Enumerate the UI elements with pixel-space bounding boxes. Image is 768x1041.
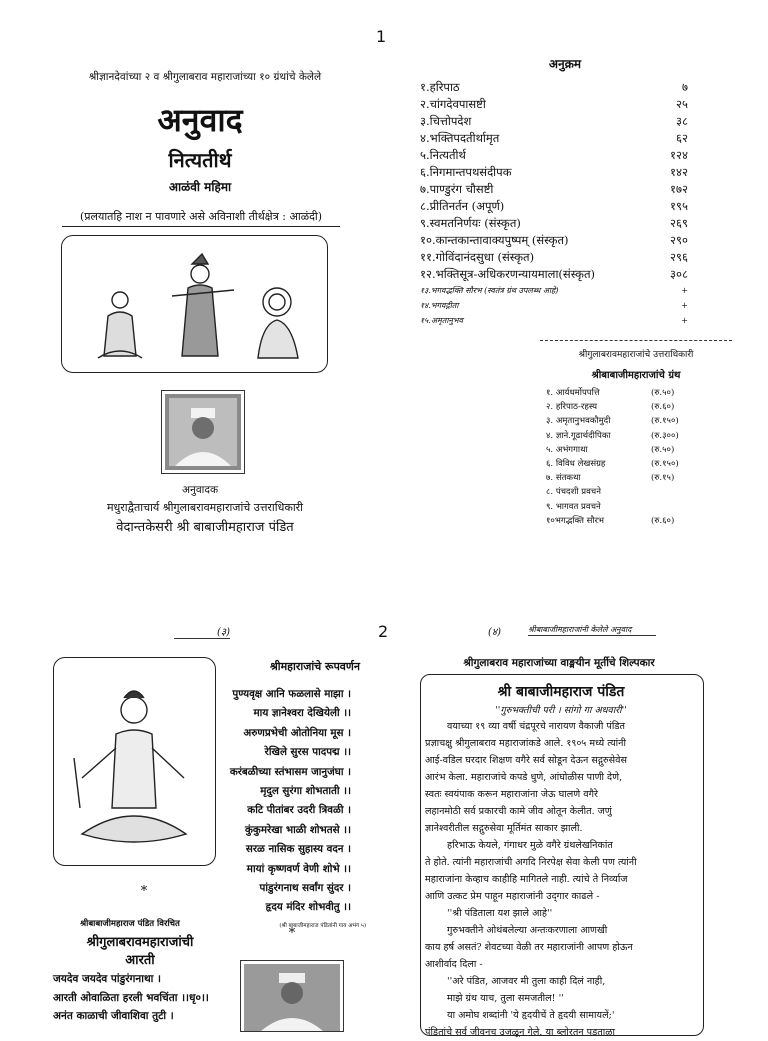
divider	[540, 340, 732, 341]
toc-page: १४२	[670, 165, 688, 179]
page-number-4: (४)	[488, 627, 502, 638]
aarti-line: अनंत काळाची जीवाशिवा तुटी ।	[53, 1010, 174, 1022]
page4-running-header: श्रीबाबाजीमहाराजांनी केलेले अनुवाद	[528, 624, 656, 636]
toc-row	[420, 215, 688, 232]
toc-page: १७२	[670, 182, 688, 196]
bio-line: आशीर्वाद दिला -	[425, 959, 483, 970]
poem-line: हृदय मंदिर शोभवीतु ।।	[265, 901, 351, 914]
toc-list	[420, 79, 688, 328]
translator-label: अनुवादक	[181, 484, 219, 496]
poem-line: सरळ नासिक सुहास्य वदन ।	[245, 843, 351, 856]
toc-page: १२४	[670, 148, 688, 162]
seated-figure-icon	[54, 658, 215, 865]
toc-title: २.चांगदेवपासष्टी	[420, 97, 486, 111]
cover-tagline: आळंवी महिमा	[168, 180, 232, 194]
bio-line: या अमोघ शब्दांनी 'ये हृदयीचें ते हृदयी सामायलें;'	[447, 1010, 615, 1021]
toc-row	[420, 164, 688, 181]
poem-line: पुण्यवृक्ष आनि फळलासे माझा ।	[232, 688, 351, 700]
toc-row	[420, 147, 688, 164]
bio-line: प्रज्ञाचक्षु श्रीगुलाबराव महाराजांकडे आले. १९०५ मध्ये त्यांनी	[425, 738, 626, 749]
toc-title: ३.चित्तोपदेश	[420, 114, 472, 128]
book-title: ९. भागवत प्रवचने	[546, 501, 601, 512]
book-title: १. आर्यधर्मोपपत्ति	[546, 388, 600, 398]
cover-quote: (प्रलयातहि नाश न पावणारे असे अविनाशी तीर्थक्षेत्र : आळंदी)	[62, 209, 340, 227]
toc-title: ७.पाण्डुरंग चौसष्टी	[420, 182, 494, 196]
toc-row	[420, 79, 688, 96]
toc-page: २९०	[670, 233, 688, 247]
toc-page: ३०८	[670, 267, 688, 281]
bio-line: लहानमोठी सर्व प्रकारची कामे जीव ओतून केलीत. जणुं	[425, 806, 612, 817]
bio-line: आणि उत्कट प्रेम पाहून महाराजांनी उद्‌गार काढले -	[425, 891, 600, 902]
book-title: ४. ज्ञाने.गूढार्थदीपिका	[546, 430, 611, 441]
bio-line: वयाच्या १९ व्या वर्षी चंद्रपूरचे नारायण वैकाजी पंडित	[447, 721, 625, 732]
saints-illustration	[61, 235, 328, 373]
toc-heading: अनुक्रम	[548, 57, 582, 71]
book-title: २. हरिपाठ-रहस्य	[546, 402, 598, 413]
page-number-2: 2	[378, 622, 389, 641]
poem-line: मृदुल सुरंगा शोभताती ।।	[260, 785, 351, 798]
book-title: ८. पंचदशी प्रवचने	[546, 487, 601, 498]
toc-title: १२.भक्तिसूत्र-अधिकरणन्यायमाला(संस्कृत)	[420, 267, 596, 281]
book-price: (रु.६०)	[651, 402, 675, 413]
bio-name: श्री बाबाजीमहाराज पंडित	[497, 684, 625, 700]
toc-row-extra	[420, 313, 688, 328]
bio-text	[425, 718, 697, 1041]
toc-page: ३८	[676, 114, 688, 128]
toc-page: २५	[676, 97, 688, 111]
aarti-line: जयदेव जयदेव पांडुरंगनाथा ।	[53, 973, 162, 985]
toc-row	[420, 181, 688, 198]
aarti-title-2: आरती	[125, 953, 155, 968]
portrait-illustration	[53, 657, 216, 866]
cover-title: अनुवाद	[157, 101, 243, 139]
separator-star-2: *	[288, 926, 296, 941]
book-row	[546, 429, 736, 443]
bio-line: काय हर्ष असतं? शेवटच्या वेळी तर महाराजांनी आपण होऊन	[425, 942, 633, 953]
toc-title: १.हरिपाठ	[420, 80, 460, 94]
poem-line: करंबळीच्या स्तंभासम जानुजंघा ।	[229, 765, 351, 778]
poem-line: माय ज्ञानेश्वरा देखियेली ।।	[253, 707, 351, 720]
toc-title: ११.गोविंदानंदसुधा (संस्कृत)	[420, 250, 535, 264]
toc-page: १९५	[670, 199, 688, 213]
books-heading-1: श्रीगुलाबरावमहाराजांचे उत्तराधिकारी	[578, 350, 694, 360]
cover-subtitle: नित्यतीर्थ	[168, 148, 232, 172]
book-price: (रु.६०)	[651, 515, 675, 526]
page-number-1: 1	[376, 27, 387, 46]
toc-title: १४.भगवद्गीता	[420, 301, 459, 310]
poem-note: (श्री बाबाजीमहाराज पंडितांनी गाय अभंग ५)	[279, 923, 366, 929]
bio-quote: ''गुरुभक्तीची परी । सांगो गा अधवारी''	[495, 705, 627, 716]
book-price: (रु.५०)	[651, 444, 675, 455]
book-row	[546, 443, 736, 457]
toc-page: २९६	[670, 250, 688, 264]
book-price: (रु.१५०)	[651, 459, 679, 470]
book-price: (रु.१५०)	[651, 416, 679, 427]
aarti-line: आरती ओवाळिता हरली भवचिंता ।।धृ०।।	[53, 991, 209, 1004]
page4-heading: श्रीगुलाबराव महाराजांच्या वाङ्मयीन मूर्तीचे शिल्पकार	[463, 657, 655, 669]
bio-line: माझे ग्रंथ याच, तुला समजतील! ''	[447, 993, 564, 1004]
book-row	[546, 485, 736, 499]
toc-row	[420, 249, 688, 266]
toc-title: ९.स्वमतनिर्णयः (संस्कृत)	[420, 216, 521, 230]
toc-page: ७	[682, 80, 688, 94]
book-title: ६. विविध लेखसंग्रह	[546, 459, 606, 470]
bio-line: महाराजांना केव्हाच काहीहि मागितले नाही. त्यांचे ते निर्व्याज	[425, 874, 628, 885]
toc-row-extra	[420, 298, 688, 313]
toc-title: ६.निगमान्तपथसंदीपक	[420, 165, 512, 179]
toc-title: १०.कान्तकान्तावाक्यपुष्पम् (संस्कृत)	[420, 233, 569, 247]
poem-line: मायां कृष्णवर्ण वेणी शोभे ।।	[246, 862, 351, 875]
toc-row	[420, 130, 688, 147]
toc-page: +	[681, 301, 688, 310]
aarti-lines	[53, 970, 233, 1026]
separator-star: *	[140, 884, 148, 899]
toc-page: +	[681, 286, 688, 295]
poem-line: कटि पीतांबर उदरी त्रिवळी ।	[247, 804, 351, 817]
toc-row	[420, 113, 688, 130]
book-row	[546, 500, 736, 514]
book-row	[546, 386, 736, 400]
translator-line1: मधुराद्वैताचार्य श्रीगुलाबरावमहाराजांचे उत्तराधिकारी	[106, 501, 304, 514]
bio-line: गुरुभक्तीने ओथंबलेल्या अन्तःकरणाला आणखी	[447, 925, 608, 936]
bio-line: ते होते. त्यांनी महाराजांची अगदि निरपेक्ष सेवा केली पण त्यांनी	[425, 857, 637, 868]
bio-line: हरिभाऊ केयले, गंगाधर मुळे वगैरे ग्रंथलेखनिकांत	[447, 840, 613, 851]
toc-page: ६२	[676, 131, 688, 145]
poem	[218, 685, 351, 918]
saint-photo-small	[240, 960, 344, 1032]
bio-line: आई-वडिल घरदार शिक्षण वगैरे सर्व सोडून देऊन सद्गुरुसेवेस	[425, 755, 627, 766]
book-price: (रु.५०)	[651, 388, 675, 398]
book-price: (रु.१५)	[651, 473, 675, 484]
saints-drawing-icon	[62, 236, 327, 372]
toc-page: +	[681, 316, 688, 325]
toc-title: १५.अमृतानुभव	[420, 316, 463, 325]
bio-line: स्वतः स्वयंपाक करून महाराजांना जेऊ घालणे वगैरे	[425, 789, 598, 800]
poem-line: रेखिले सुरस पादपद्म ।।	[264, 746, 351, 759]
bio-line: ''श्री पंडिताला यश झाले आहे''	[447, 908, 553, 919]
toc-row	[420, 266, 688, 283]
toc-title: ४.भक्तिपदतीर्थामृत	[420, 131, 500, 145]
page3-heading: श्रीमहाराजांचे रूपवर्णन	[269, 660, 360, 673]
books-list	[546, 386, 736, 528]
toc-row-extra	[420, 283, 688, 298]
book-row	[546, 471, 736, 485]
translator-photo	[161, 390, 245, 474]
poem-line: कुंकुमरेखा भाळी शोभतसे ।।	[245, 823, 351, 836]
toc-row	[420, 232, 688, 249]
book-price: (रु.३००)	[651, 430, 679, 441]
bio-line: पंडितांचे सर्व जीवनच उजळून गेले. या ब्लोरतन पडताळा	[425, 1027, 615, 1038]
book-row	[546, 457, 736, 471]
poem-line: अरुणप्रभेची ओतोनिया मूस ।	[243, 726, 351, 739]
book-title: ५. अभंगगाथा	[546, 444, 588, 455]
toc-title: ५.नित्यतीर्थ	[420, 148, 466, 162]
bio-line: ज्ञानेश्वरीतील सद्गुरुसेवा मूर्तिमंत साकार झाली.	[425, 823, 583, 834]
books-heading-2: श्रीबाबाजीमहाराजांचे ग्रंथ	[591, 370, 681, 381]
book-row	[546, 400, 736, 414]
toc-title: ८.प्रीतिनर्तन (अपूर्ण)	[420, 199, 505, 213]
toc-row	[420, 96, 688, 113]
bio-line: ''अरे पंडित, आजवर मी तुला काही दिलं नाही,	[447, 976, 606, 987]
book-row	[546, 414, 736, 428]
translator-line2: वेदान्तकेसरी श्री बाबाजीमहाराज पंडित	[116, 520, 294, 535]
toc-page: २६९	[670, 216, 688, 230]
book-title: ३. अमृतानुभवकौमुदी	[546, 416, 611, 427]
book-title: १०भगद्भक्ति सौरभ	[546, 515, 605, 526]
cover-top-line: श्रीज्ञानदेवांच्या २ व श्रीगुलाबराव महाराजांच्या १० ग्रंथांचे केलेले	[88, 71, 322, 83]
book-row	[546, 514, 736, 528]
bio-line: आरंभ केला. महाराजांचे कपडे धुणे, आंघोळीस पाणी देणे,	[425, 772, 623, 783]
poem-line: पांडुरंगनाथ सर्वांग सुंदर ।	[259, 882, 351, 895]
toc-row	[420, 198, 688, 215]
aarti-title-1: श्रीगुलाबरावमहाराजांची	[86, 935, 194, 950]
aarti-author: श्रीबाबाजीमहाराज पंडित विरचित	[80, 919, 180, 929]
toc-title: १३.भगवद्भक्ति सौरभ (स्वतंत्र ग्रंथ उपलब्ध आहे)	[420, 286, 559, 295]
page-number-3: (३)	[174, 624, 230, 639]
book-title: ७. संतकथा	[546, 473, 581, 484]
